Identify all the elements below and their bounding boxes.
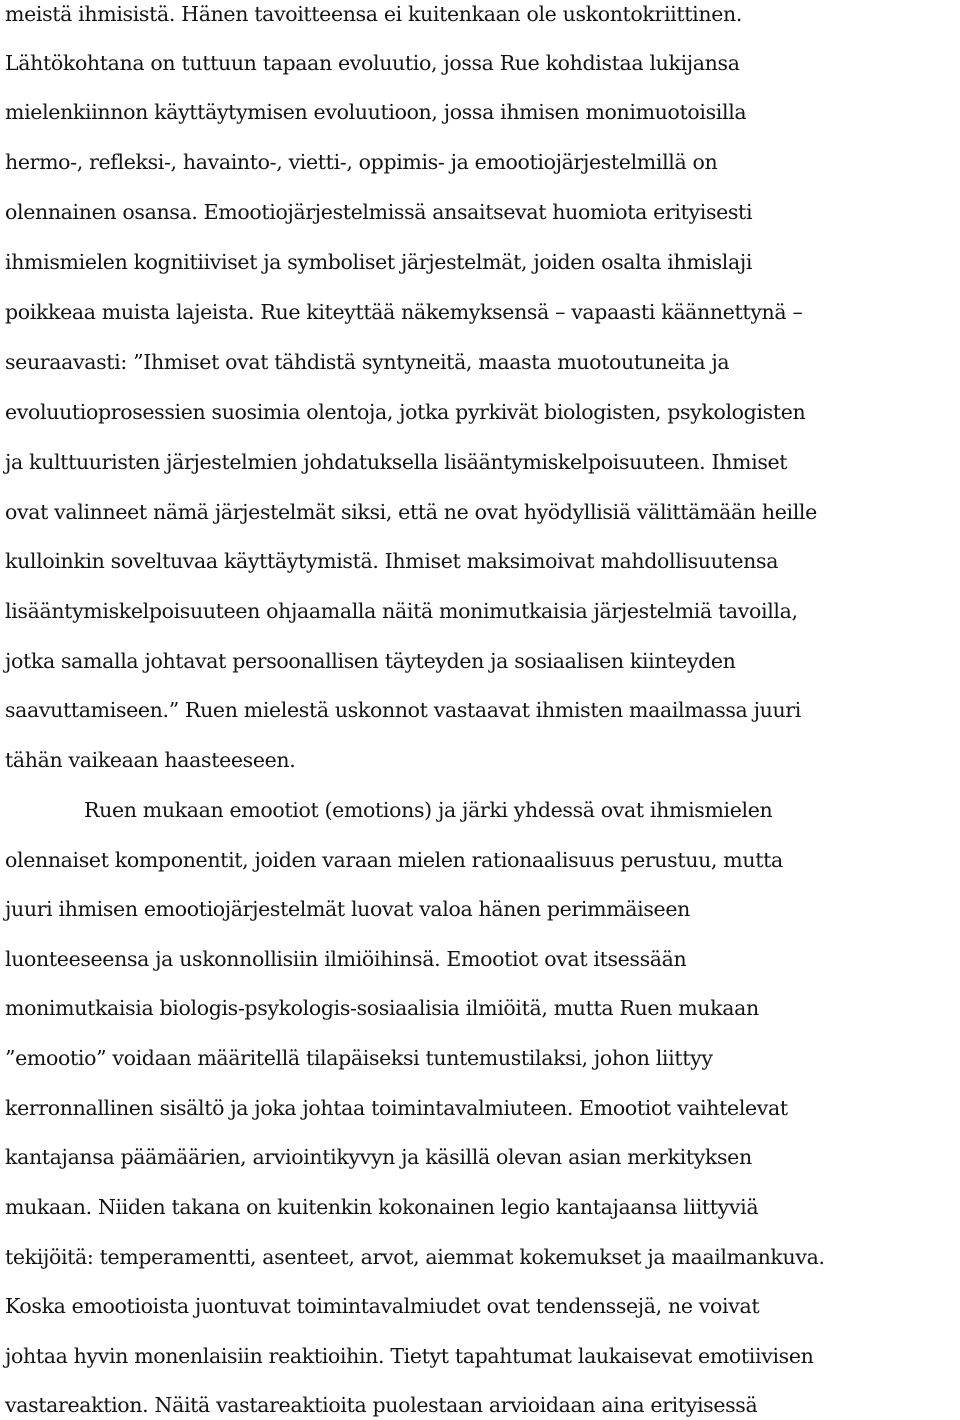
text-line: juuri ihmisen emootiojärjestelmät luovat valoa hänen perimmäiseen: [5, 897, 690, 921]
text-line: mielenkiinnon käyttäytymisen evoluutioon, jossa ihmisen monimuotoisilla: [5, 100, 747, 124]
text-line: ihmismielen kognitiiviset ja symboliset järjestelmät, joiden osalta ihmislaji: [5, 250, 753, 274]
text-line: jotka samalla johtavat persoonallisen täyteyden ja sosiaalisen kiinteyden: [5, 649, 736, 673]
text-line: kulloinkin soveltuvaa käyttäytymistä. Ihmiset maksimoivat mahdollisuutensa: [5, 549, 779, 573]
text-line: ovat valinneet nämä järjestelmät siksi, että ne ovat hyödyllisiä välittämään heille: [5, 500, 817, 524]
text-line: meistä ihmisistä. Hänen tavoitteensa ei kuitenkaan ole uskontokriittinen.: [5, 2, 742, 26]
text-line: lisääntymiskelpoisuuteen ohjaamalla näitä monimutkaisia järjestelmiä tavoilla,: [5, 599, 798, 623]
text-line: mukaan. Niiden takana on kuitenkin kokonainen legio kantajaansa liittyviä: [5, 1195, 759, 1219]
text-line: kantajansa päämäärien, arviointikyvyn ja käsillä olevan asian merkityksen: [5, 1145, 752, 1169]
text-line: seuraavasti: ”Ihmiset ovat tähdistä syntyneitä, maasta muotoutuneita ja: [5, 350, 730, 374]
text-line: evoluutioprosessien suosimia olentoja, jotka pyrkivät biologisten, psykologisten: [5, 400, 806, 424]
text-line: olennaiset komponentit, joiden varaan mielen rationaalisuus perustuu, mutta: [5, 848, 783, 872]
text-line: ja kulttuuristen järjestelmien johdatuksella lisääntymiskelpoisuuteen. Ihmiset: [5, 450, 788, 474]
text-line: saavuttamiseen.” Ruen mielestä uskonnot vastaavat ihmisten maailmassa juuri: [5, 698, 801, 722]
paragraph-first-line: Ruen mukaan emootiot (emotions) ja järki yhdessä ovat ihmismielen: [84, 798, 773, 822]
text-line: poikkeaa muista lajeista. Rue kiteyttää näkemyksensä – vapaasti käännettynä –: [5, 300, 803, 324]
text-line: kerronnallinen sisältö ja joka johtaa toimintavalmiuteen. Emootiot vaihtelevat: [5, 1096, 788, 1120]
text-line: hermo-, refleksi-, havainto-, vietti-, oppimis- ja emootiojärjestelmillä on: [5, 150, 718, 174]
text-line: ”emootio” voidaan määritellä tilapäiseksi tuntemustilaksi, johon liittyy: [5, 1046, 713, 1070]
text-line: olennainen osansa. Emootiojärjestelmissä ansaitsevat huomiota erityisesti: [5, 200, 753, 224]
text-line: monimutkaisia biologis-psykologis-sosiaalisia ilmiöitä, mutta Ruen mukaan: [5, 996, 759, 1020]
text-line: Koska emootioista juontuvat toimintavalmiudet ovat tendenssejä, ne voivat: [5, 1294, 760, 1318]
text-line: luonteeseensa ja uskonnollisiin ilmiöihinsä. Emootiot ovat itsessään: [5, 947, 687, 971]
text-line: johtaa hyvin monenlaisiin reaktioihin. Tietyt tapahtumat laukaisevat emotiivisen: [5, 1344, 814, 1368]
text-line: tekijöitä: temperamentti, asenteet, arvot, aiemmat kokemukset ja maailmankuva.: [5, 1245, 825, 1269]
text-line: Lähtökohtana on tuttuun tapaan evoluutio, jossa Rue kohdistaa lukijansa: [5, 51, 740, 75]
text-line: tähän vaikeaan haasteeseen.: [5, 748, 296, 772]
text-line: vastareaktion. Näitä vastareaktioita puolestaan arvioidaan aina erityisessä: [5, 1393, 758, 1417]
